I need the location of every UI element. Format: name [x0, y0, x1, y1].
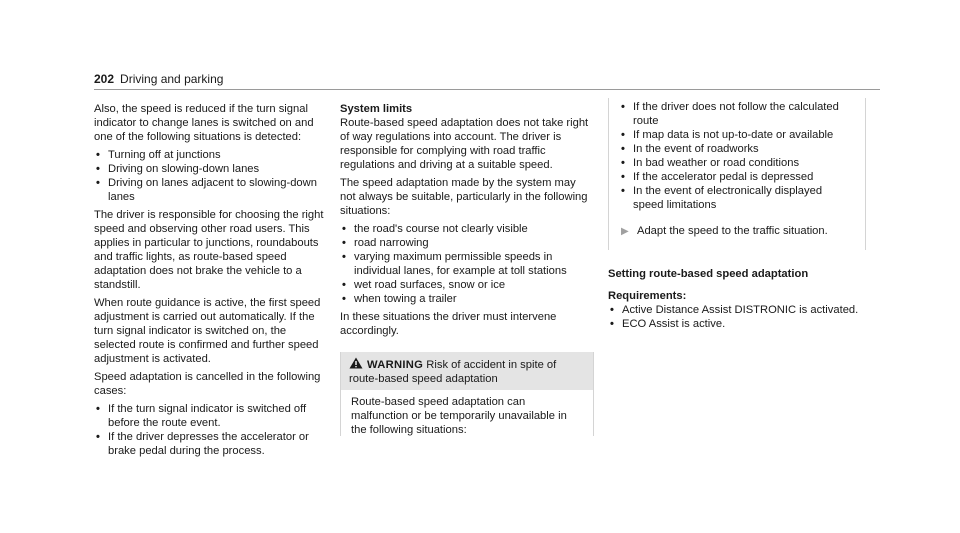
- action-arrow-icon: ▶: [621, 226, 629, 237]
- bullet-icon: •: [96, 431, 100, 443]
- bullet-icon: •: [621, 171, 625, 183]
- list-item: • In the event of roadworks: [621, 143, 759, 155]
- warning-body: Route-based speed adaptation can malfunction or be temporarily unavailable in the following situations:: [351, 396, 567, 436]
- bullet-icon: •: [621, 143, 625, 155]
- paragraph: Route-based speed adaptation does not take right of way regulations into account. The driver is responsible for complying with road traffic regulations and driving at a suitable speed.: [340, 117, 589, 171]
- header-rule: [94, 89, 880, 90]
- warning-header: [341, 352, 593, 390]
- paragraph: The speed adaptation made by the system may not always be suitable, particularly in the following situations:: [340, 177, 588, 217]
- bullet-icon: •: [96, 163, 100, 175]
- list-item: • Active Distance Assist DISTRONIC is activated.: [610, 304, 859, 316]
- bullet-list: [94, 402, 326, 458]
- bullet-icon: •: [342, 237, 346, 249]
- bullet-icon: •: [610, 304, 614, 316]
- bullet-icon: •: [342, 279, 346, 291]
- bullet-icon: •: [621, 185, 625, 197]
- action-step: ▶ Adapt the speed to the traffic situation.: [621, 225, 828, 237]
- bullet-icon: •: [96, 177, 100, 189]
- list-item: • In the event of electronically displayed speed limitations: [621, 185, 823, 211]
- bullet-icon: •: [621, 157, 625, 169]
- bullet-list: [94, 148, 326, 204]
- section-title: Driving and parking: [120, 72, 224, 86]
- list-item: • If the turn signal indicator is switched off before the route event.: [96, 403, 307, 429]
- bullet-icon: •: [96, 403, 100, 415]
- column-3: [608, 102, 866, 335]
- page-number: 202: [94, 72, 115, 86]
- section-heading: System limits: [340, 103, 413, 115]
- list-item: • If the driver depresses the accelerator or brake pedal during the process.: [96, 431, 309, 457]
- warning-triangle-icon: [349, 357, 363, 369]
- paragraph: The driver is responsible for choosing the right speed and observing other road users. This applies in particular to junctions, roundabouts and traffic lights, as route-based speed adaptation does not brake the vehicle to a standstill.: [94, 209, 324, 291]
- bullet-icon: •: [96, 149, 100, 161]
- column-2: [340, 102, 594, 436]
- list-item: • Driving on slowing-down lanes: [96, 163, 260, 175]
- list-item: • wet road surfaces, snow or ice: [342, 279, 506, 291]
- warning-subtitle: Risk of accident in spite of route-based speed adaptation: [349, 359, 557, 385]
- bullet-list: [340, 222, 594, 306]
- bullet-icon: •: [342, 223, 346, 235]
- list-item: • If the driver does not follow the calculated route: [621, 101, 839, 127]
- page-header: [94, 72, 223, 86]
- warning-continuation: [608, 98, 866, 250]
- bullet-icon: •: [610, 318, 614, 330]
- list-item: • ECO Assist is active.: [610, 318, 726, 330]
- bullet-icon: •: [621, 101, 625, 113]
- list-item: • varying maximum permissible speeds in individual lanes, for example at toll stations: [342, 251, 567, 277]
- list-item: • In bad weather or road conditions: [621, 157, 800, 169]
- bullet-icon: •: [342, 251, 346, 263]
- section-heading: Setting route-based speed adaptation: [608, 268, 809, 280]
- list-item: • Turning off at junctions: [96, 149, 221, 161]
- paragraph: Also, the speed is reduced if the turn signal indicator to change lanes is switched on and one of the following situations is detected:: [94, 103, 314, 143]
- paragraph: Speed adaptation is cancelled in the following cases:: [94, 371, 321, 397]
- list-item: • the road's course not clearly visible: [342, 223, 528, 235]
- requirements-label: Requirements:: [608, 290, 687, 302]
- bullet-icon: •: [342, 293, 346, 305]
- bullet-list: [608, 303, 866, 331]
- bullet-icon: •: [621, 129, 625, 141]
- paragraph: When route guidance is active, the first speed adjustment is carried out automatically. If the turn signal indicator is switched on, the selected route is confirmed and further speed adjustment is activated.: [94, 297, 321, 365]
- list-item: • when towing a trailer: [342, 293, 457, 305]
- list-item: • road narrowing: [342, 237, 429, 249]
- list-item: • If the accelerator pedal is depressed: [621, 171, 814, 183]
- list-item: • If map data is not up-to-date or available: [621, 129, 834, 141]
- list-item: • Driving on lanes adjacent to slowing-down lanes: [96, 177, 317, 203]
- warning-box: [340, 352, 594, 436]
- warning-title: WARNING: [367, 359, 424, 371]
- paragraph: In these situations the driver must intervene accordingly.: [340, 311, 557, 337]
- bullet-list: [619, 100, 855, 212]
- column-1: [94, 102, 326, 462]
